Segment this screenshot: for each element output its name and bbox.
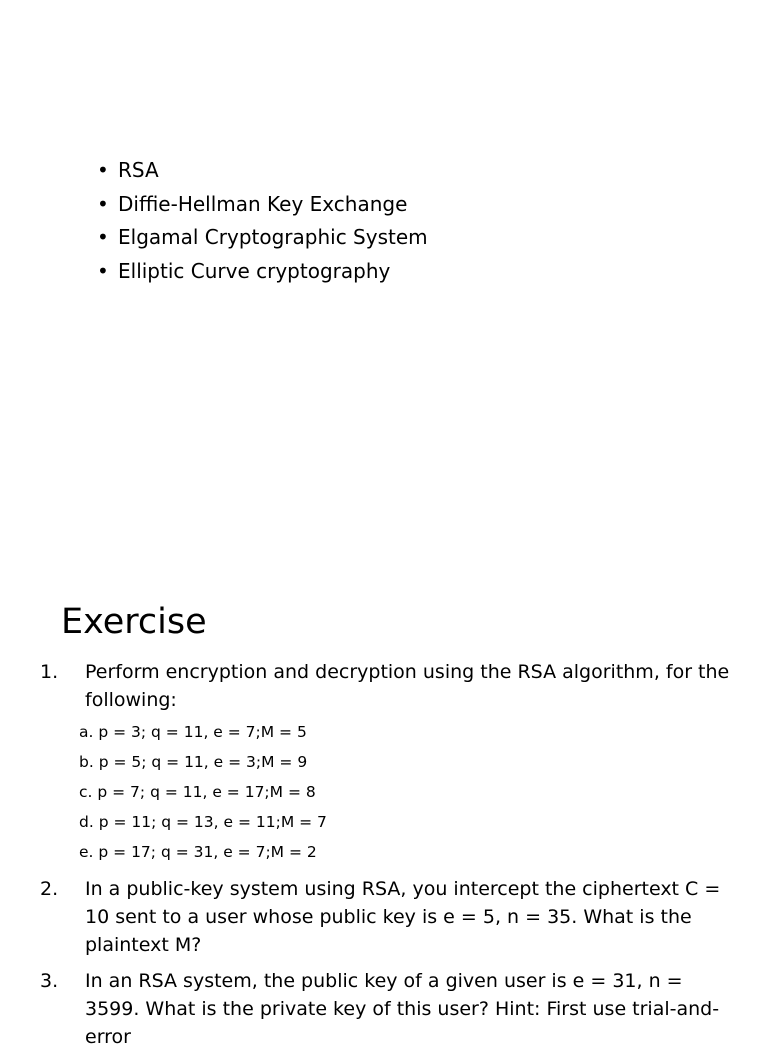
exercise-question-2 <box>40 875 740 959</box>
bullet-item: • Elgamal Cryptographic System <box>97 221 428 255</box>
subitem: a. p = 3; q = 11, e = 7;M = 5 <box>79 723 307 741</box>
question-number: 2. <box>40 878 59 900</box>
question-number: 1. <box>40 661 59 683</box>
algorithm-bullet-list <box>97 154 428 288</box>
exercise-list <box>40 658 740 1051</box>
subitem: b. p = 5; q = 11, e = 3;M = 9 <box>79 753 308 771</box>
exercise-question-3 <box>40 967 740 1051</box>
subitem: e. p = 17; q = 31, e = 7;M = 2 <box>79 843 317 861</box>
exercise-question-1 <box>40 658 740 867</box>
question-text: In a public-key system using RSA, you intercept the ciphertext C = 10 sent to a user whose public key is e = 5, n = 35. What is the plaintext M? <box>85 878 721 956</box>
slide-exercise <box>0 576 768 1048</box>
question-text: Perform encryption and decryption using the RSA algorithm, for the following: <box>85 661 730 711</box>
question-1-subitems <box>79 717 740 867</box>
question-number: 3. <box>40 970 59 992</box>
exercise-title: Exercise <box>61 602 207 642</box>
subitem: d. p = 11; q = 13, e = 11;M = 7 <box>79 813 327 831</box>
bullet-item: • Diffie-Hellman Key Exchange <box>97 188 428 222</box>
question-text: In an RSA system, the public key of a given user is e = 31, n = 3599. What is the private key of this user? Hint: First use trial-and-error <box>85 970 720 1048</box>
bullet-item: • Elliptic Curve cryptography <box>97 255 428 289</box>
subitem: c. p = 7; q = 11, e = 17;M = 8 <box>79 783 316 801</box>
bullet-item: • RSA <box>97 154 428 188</box>
